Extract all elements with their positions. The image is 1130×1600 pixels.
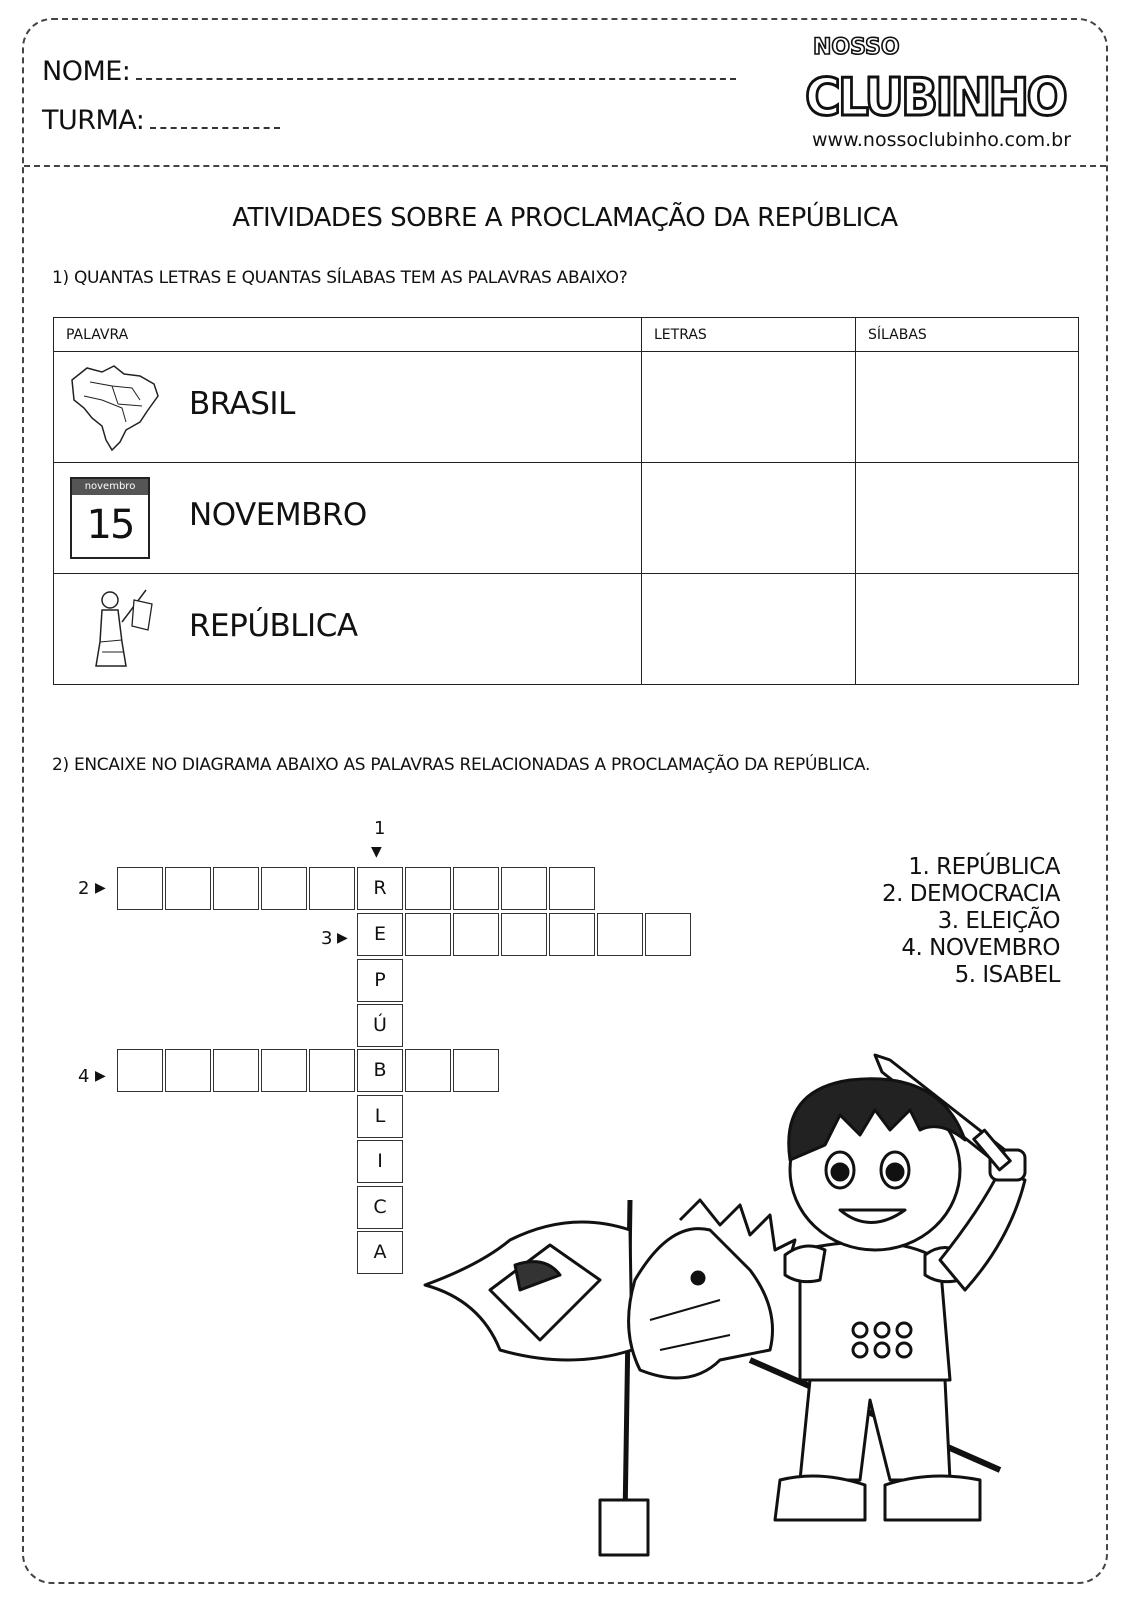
crossword-cell[interactable] <box>549 913 595 956</box>
table-header-row <box>54 318 1079 352</box>
letters-answer-cell[interactable] <box>642 463 856 574</box>
class-label: TURMA: <box>42 105 145 136</box>
crossword-cell[interactable]: R <box>357 867 403 910</box>
syllables-answer-cell[interactable] <box>856 463 1079 574</box>
calendar-month: novembro <box>72 479 148 495</box>
crossword-cell[interactable] <box>501 913 547 956</box>
logo-main-text: CLUBINHO <box>805 68 1066 128</box>
word-brasil: BRASIL <box>189 386 295 422</box>
crossword-cell[interactable] <box>165 867 211 910</box>
crossword-cell[interactable]: C <box>357 1186 403 1229</box>
brazil-map-icon <box>62 360 162 452</box>
name-field <box>42 56 736 87</box>
header-letras: LETRAS <box>642 318 856 352</box>
list-item: 1. REPÚBLICA <box>908 854 1060 880</box>
crossword-cell[interactable] <box>405 867 451 910</box>
clue-number-1: 1 <box>374 818 386 839</box>
crossword-cell[interactable] <box>549 867 595 910</box>
list-item: 2. DEMOCRACIA <box>882 881 1060 907</box>
calendar-day: 15 <box>86 502 134 548</box>
arrow-right-icon: ▶ <box>337 930 348 946</box>
clue-number-4: 4 <box>78 1066 90 1087</box>
crossword-cell[interactable]: L <box>357 1095 403 1138</box>
crossword-cell[interactable]: Ú <box>357 1004 403 1047</box>
table-row <box>54 352 1079 463</box>
arrow-right-icon: ▶ <box>95 1068 106 1084</box>
clue-number-2: 2 <box>78 878 90 899</box>
crossword-cell[interactable] <box>117 1049 163 1092</box>
class-field <box>42 105 280 136</box>
word-republica: REPÚBLICA <box>189 608 358 644</box>
page-title: ATIVIDADES SOBRE A PROCLAMAÇÃO DA REPÚBLICA <box>232 203 898 233</box>
header-palavra: PALAVRA <box>54 318 642 352</box>
crossword-cell[interactable]: P <box>357 959 403 1002</box>
words-table <box>53 317 1079 685</box>
crossword-cell[interactable] <box>261 1049 307 1092</box>
word-cell <box>54 352 642 463</box>
crossword-cell[interactable] <box>213 867 259 910</box>
syllables-answer-cell[interactable] <box>856 574 1079 685</box>
word-cell <box>54 574 642 685</box>
header-separator <box>24 165 1106 167</box>
list-item: 5. ISABEL <box>954 962 1060 988</box>
crossword-cell[interactable] <box>645 913 691 956</box>
crossword-cell[interactable]: I <box>357 1140 403 1183</box>
letters-answer-cell[interactable] <box>642 574 856 685</box>
list-item: 3. ELEIÇÃO <box>937 908 1060 934</box>
crossword-cell[interactable] <box>261 867 307 910</box>
calendar-icon <box>70 477 150 559</box>
crossword-cell[interactable]: B <box>357 1049 403 1092</box>
boy-hobby-horse-illustration <box>420 1050 1060 1560</box>
header-silabas: SÍLABAS <box>856 318 1079 352</box>
crossword-cell[interactable] <box>453 913 499 956</box>
crossword-cell[interactable] <box>213 1049 259 1092</box>
crossword-cell[interactable] <box>309 1049 355 1092</box>
crossword-cell[interactable] <box>453 867 499 910</box>
crossword-cell[interactable] <box>117 867 163 910</box>
word-cell <box>54 463 642 574</box>
letters-answer-cell[interactable] <box>642 352 856 463</box>
table-row <box>54 463 1079 574</box>
name-line[interactable] <box>136 74 736 80</box>
crossword-cell[interactable]: E <box>357 913 403 956</box>
word-list <box>882 854 1060 989</box>
table-row <box>54 574 1079 685</box>
crossword-cell[interactable] <box>165 1049 211 1092</box>
crossword-cell[interactable] <box>597 913 643 956</box>
clue-number-3: 3 <box>321 928 333 949</box>
arrow-right-icon: ▶ <box>95 880 106 896</box>
question-1: 1) QUANTAS LETRAS E QUANTAS SÍLABAS TEM AS PALAVRAS ABAIXO? <box>52 268 628 288</box>
arrow-down-icon: ▼ <box>371 844 382 860</box>
list-item: 4. NOVEMBRO <box>901 935 1060 961</box>
crossword-cell[interactable] <box>405 913 451 956</box>
logo-top-text: NOSSO <box>813 35 900 60</box>
crossword-cell[interactable]: A <box>357 1231 403 1274</box>
name-label: NOME: <box>42 56 131 87</box>
syllables-answer-cell[interactable] <box>856 352 1079 463</box>
class-line[interactable] <box>150 123 280 129</box>
logo <box>805 30 1075 130</box>
question-2: 2) ENCAIXE NO DIAGRAMA ABAIXO AS PALAVRAS RELACIONADAS A PROCLAMAÇÃO DA REPÚBLICA. <box>52 755 871 775</box>
crossword-cell[interactable] <box>309 867 355 910</box>
website-url[interactable]: www.nossoclubinho.com.br <box>812 129 1072 151</box>
word-novembro: NOVEMBRO <box>189 497 367 533</box>
crossword-cell[interactable] <box>501 867 547 910</box>
republic-figure-icon <box>62 582 162 674</box>
